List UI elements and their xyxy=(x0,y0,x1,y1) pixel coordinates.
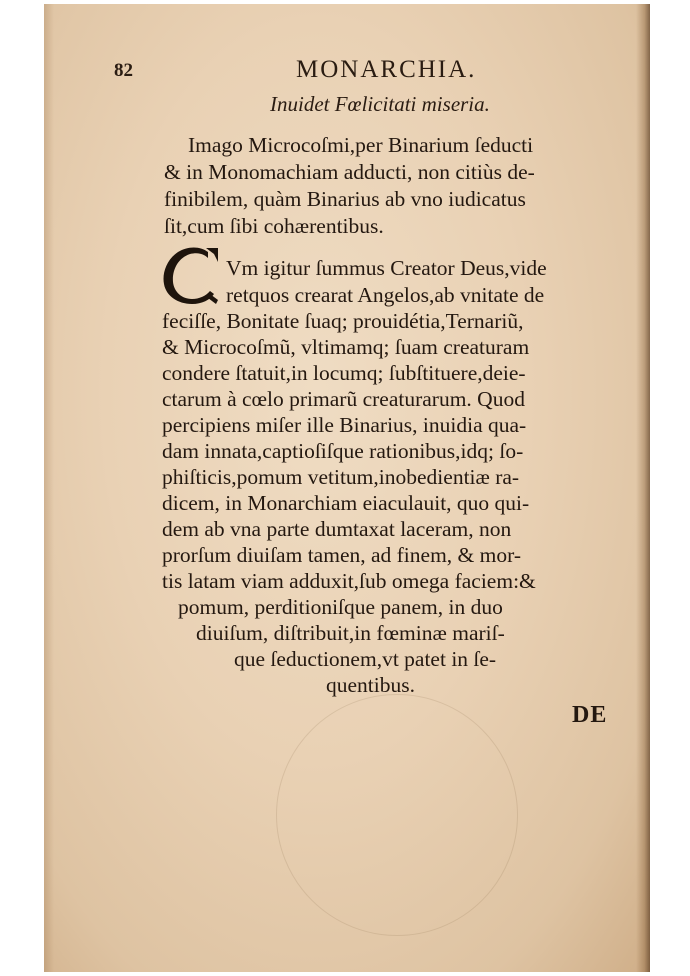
decorative-initial-c xyxy=(160,244,220,306)
catchword: DE xyxy=(572,702,608,728)
body-line: & Microcoſmũ, vltimamq; ſuam creaturam xyxy=(162,335,530,359)
body-line: ctarum à cœlo primarũ creaturarum. Quod xyxy=(162,387,525,411)
body-line: dicem, in Monarchiam eiaculauit, quo qui- xyxy=(162,491,530,515)
summary-line: Imago Microcoſmi,per Binarium ſeducti xyxy=(188,133,534,157)
body-line: diuiſum, diſtribuit,in fœminæ mariſ- xyxy=(196,621,505,645)
page-edge-shadow xyxy=(636,4,650,972)
page-number: 82 xyxy=(114,60,133,81)
body-line: dem ab vna parte dumtaxat laceram, non xyxy=(162,517,512,541)
body-line: pomum, perditioniſque panem, in duo xyxy=(178,595,503,619)
section-subtitle: Inuidet Fœlicitati miseria. xyxy=(270,92,490,116)
body-line: quentibus. xyxy=(326,673,415,697)
running-title: MONARCHIA. xyxy=(296,56,477,83)
body-line: dam innata,captioſiſque rationibus,idq; ſo- xyxy=(162,439,524,463)
body-line: percipiens miſer ille Binarius, inuidia qua- xyxy=(162,413,527,437)
body-line: retquos crearat Angelos,ab vnitate de xyxy=(226,283,545,307)
paper-stain xyxy=(276,694,518,936)
body-line: Vm igitur ſummus Creator Deus,vide xyxy=(226,256,547,280)
body-line: condere ſtatuit,in locumq; ſubſtituere,deie- xyxy=(162,361,526,385)
body-line: prorſum diuiſam tamen, ad finem, & mor- xyxy=(162,543,522,567)
page-gutter-shadow xyxy=(44,4,54,972)
body-line: phiſticis,pomum vetitum,inobedientiæ ra- xyxy=(162,465,520,489)
body-line: feciſſe, Bonitate ſuaq; prouidétia,Ternariũ, xyxy=(162,309,524,333)
summary-line: & in Monomachiam adducti, non citiùs de- xyxy=(164,160,535,184)
body-line: tis latam viam adduxit,ſub omega faciem:& xyxy=(162,569,536,593)
summary-line: ſit,cum ſibi cohærentibus. xyxy=(164,214,384,238)
summary-line: finibilem, quàm Binarius ab vno iudicatus xyxy=(164,187,526,211)
body-line: que ſeductionem,vt patet in ſe- xyxy=(234,647,497,671)
